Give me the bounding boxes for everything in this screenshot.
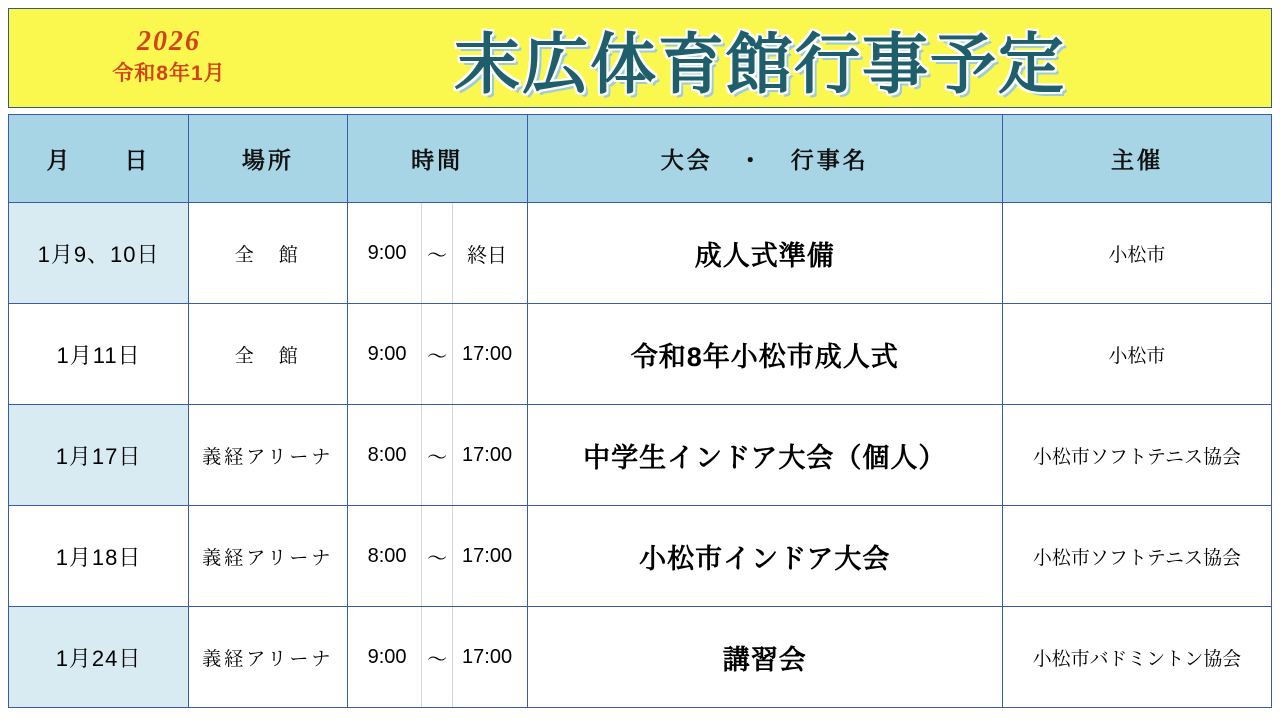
- table-body: [9, 203, 1272, 708]
- time-separator: ～: [421, 607, 453, 707]
- cell-time: [347, 203, 527, 304]
- time-end: 17:00: [462, 443, 513, 466]
- table-row: [9, 405, 1272, 506]
- time-start: 9:00: [367, 342, 407, 365]
- cell-host: 小松市ソフトテニス協会: [1002, 405, 1271, 506]
- cell-place: 義経アリーナ: [189, 607, 347, 708]
- table-row: [9, 506, 1272, 607]
- cell-time: [347, 405, 527, 506]
- cell-event: 講習会: [527, 607, 1002, 708]
- cell-time: [347, 304, 527, 405]
- cell-date: 1月11日: [9, 304, 189, 405]
- cell-time: [347, 607, 527, 708]
- cell-date: 1月18日: [9, 506, 189, 607]
- table-header: [9, 115, 1272, 203]
- era-label: 令和8年1月: [112, 61, 226, 85]
- column-header-host: 主催: [1002, 115, 1271, 203]
- table-row: [9, 607, 1272, 708]
- time-start: 8:00: [367, 443, 407, 466]
- cell-event: 中学生インドア大会（個人）: [527, 405, 1002, 506]
- time-separator: ～: [421, 506, 453, 606]
- schedule-table: [8, 114, 1272, 708]
- year-label: 2026: [137, 25, 201, 57]
- cell-date: 1月24日: [9, 607, 189, 708]
- cell-host: 小松市ソフトテニス協会: [1002, 506, 1271, 607]
- table-row: [9, 304, 1272, 405]
- time-start: 9:00: [367, 241, 407, 264]
- cell-place: 義経アリーナ: [189, 506, 347, 607]
- page-title: 末広体育館行事予定: [454, 26, 1066, 101]
- column-header-date: 月 日: [9, 115, 189, 203]
- cell-host: 小松市: [1002, 304, 1271, 405]
- time-separator: ～: [421, 203, 453, 303]
- time-start: 9:00: [367, 645, 407, 668]
- cell-event: 令和8年小松市成人式: [527, 304, 1002, 405]
- cell-host: 小松市バドミントン協会: [1002, 607, 1271, 708]
- cell-place: 全 館: [189, 203, 347, 304]
- cell-date: 1月17日: [9, 405, 189, 506]
- time-end: 17:00: [462, 544, 513, 567]
- table-header-row: [9, 115, 1272, 203]
- time-end: 17:00: [462, 342, 513, 365]
- time-separator: ～: [421, 405, 453, 505]
- table-row: [9, 203, 1272, 304]
- column-header-time: 時間: [347, 115, 527, 203]
- cell-event: 小松市インドア大会: [527, 506, 1002, 607]
- cell-place: 全 館: [189, 304, 347, 405]
- cell-time: [347, 506, 527, 607]
- cell-event: 成人式準備: [527, 203, 1002, 304]
- time-start: 8:00: [367, 544, 407, 567]
- cell-place: 義経アリーナ: [189, 405, 347, 506]
- time-end: 17:00: [462, 645, 513, 668]
- banner-date-block: [9, 27, 309, 89]
- column-header-place: 場所: [189, 115, 347, 203]
- time-separator: ～: [421, 304, 453, 404]
- header-banner: [8, 8, 1272, 108]
- column-header-event: 大会 ・ 行事名: [527, 115, 1002, 203]
- cell-date: 1月9、10日: [9, 203, 189, 304]
- cell-host: 小松市: [1002, 203, 1271, 304]
- time-end: 終日: [467, 244, 508, 267]
